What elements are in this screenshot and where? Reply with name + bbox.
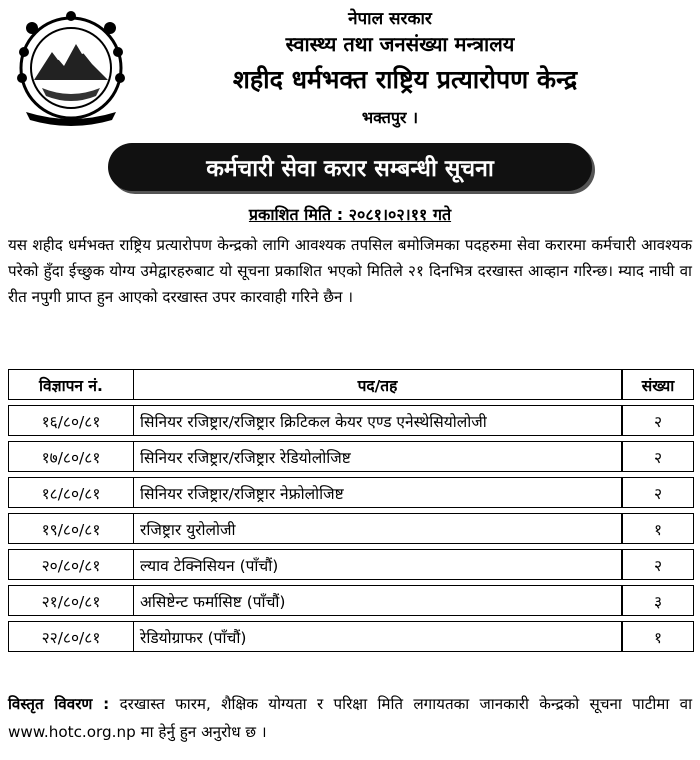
ad-no-cell: २२/८०/८१ (8, 621, 133, 652)
ad-no-cell: २०/८०/८१ (8, 549, 133, 580)
table-row (8, 441, 694, 472)
position-cell: सिनियर रजिष्ट्रार/रजिष्ट्रार क्रिटिकल केयर एण्ड एनेस्थेसियोलोजी (133, 405, 622, 436)
count-cell: २ (622, 549, 694, 580)
ministry-name: स्वास्थ्य तथा जनसंख्या मन्त्रालय (285, 32, 515, 56)
details-label: विस्तृत विवरण : (8, 695, 110, 713)
government-name: नेपाल सरकार (348, 9, 432, 29)
organization-name: शहीद धर्मभक्त राष्ट्रिय प्रत्यारोपण केन्द्र (232, 65, 578, 94)
header-count: संख्या (622, 369, 694, 400)
position-cell: असिष्टेन्ट फर्मासिष्ट (पाँचौं) (133, 585, 622, 616)
count-cell: २ (622, 441, 694, 472)
table-row (8, 549, 694, 580)
position-cell: ल्याव टेक्निसियन (पाँचौं) (133, 549, 622, 580)
ad-no-cell: १९/८०/८१ (8, 513, 133, 544)
details-note (8, 690, 692, 746)
table-row (8, 621, 694, 652)
ad-no-cell: १८/८०/८१ (8, 477, 133, 508)
intro-paragraph: यस शहीद धर्मभक्त राष्ट्रिय प्रत्यारोपण केन्द्रको लागि आवश्यक तपसिल बमोजिमका पदहरुमा सेवा करारमा कर्मचारी आवश्यक परेको हुँदा ईच्छुक योग्य उमेद्वारहरुबाट यो सूचना प्रकाशित भएको मितिले २१ दिनभित्र दरखास्त आव्हान गरिन्छ। म्याद नाघी वा रीत नपुगी प्राप्त हुन आएको दरखास्त उपर कारवाही गरिने छैन । (8, 236, 692, 306)
table-header-row (8, 369, 694, 400)
position-cell: रजिष्ट्रार युरोलोजी (133, 513, 622, 544)
table-row (8, 513, 694, 544)
position-cell: सिनियर रजिष्ट्रार/रजिष्ट्रार नेफ्रोलोजिष्ट (133, 477, 622, 508)
position-cell: रेडियोग्राफर (पाँचौं) (133, 621, 622, 652)
table-row (8, 477, 694, 508)
position-cell: सिनियर रजिष्ट्रार/रजिष्ट्रार रेडियोलोजिष्ट (133, 441, 622, 472)
count-cell: १ (622, 621, 694, 652)
location: भक्तपुर । (361, 108, 419, 127)
header-position: पद/तह (133, 369, 622, 400)
notice-title-banner: कर्मचारी सेवा करार सम्बन्धी सूचना (108, 143, 592, 191)
count-cell: ३ (622, 585, 694, 616)
table-row (8, 585, 694, 616)
ad-no-cell: १७/८०/८१ (8, 441, 133, 472)
count-cell: १ (622, 513, 694, 544)
ad-no-cell: १६/८०/८१ (8, 405, 133, 436)
details-text: दरखास्त फारम, शैक्षिक योग्यता र परिक्षा मिति लगायतका जानकारी केन्द्रको सूचना पाटीमा वा www.hotc.org.np मा हेर्नु हुन अनुरोध छ । (8, 695, 692, 741)
table-row (8, 405, 694, 436)
count-cell: २ (622, 477, 694, 508)
published-date: प्रकाशित मिति : २०८१।०२।११ गते (248, 205, 452, 224)
header-ad-no: विज्ञापन नं. (8, 369, 133, 400)
vacancy-table (8, 364, 694, 657)
ad-no-cell: २१/८०/८१ (8, 585, 133, 616)
count-cell: २ (622, 405, 694, 436)
